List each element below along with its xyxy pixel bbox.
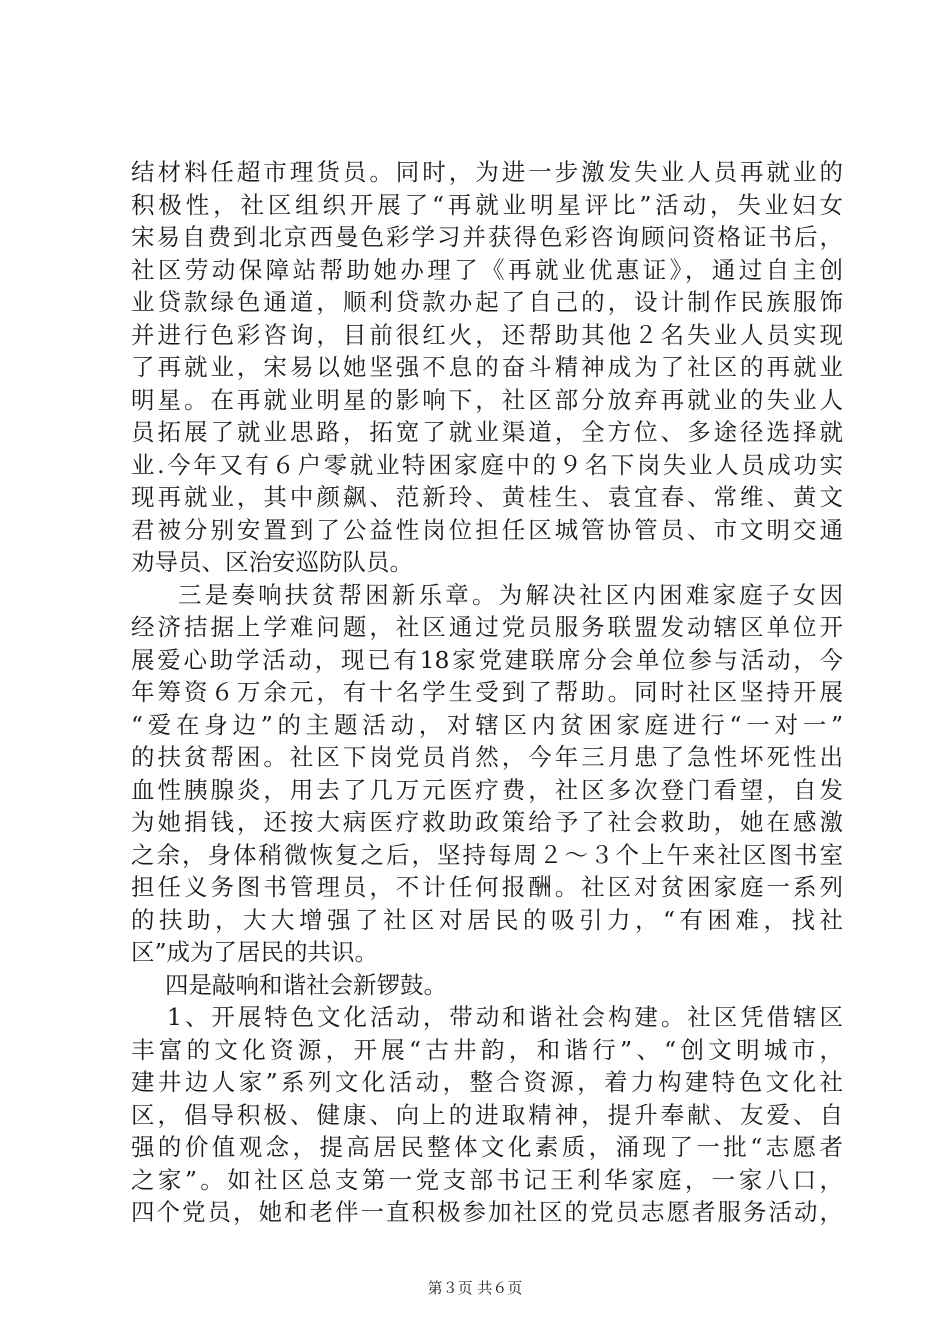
body-line: 现再就业，其中颜飙、范新玲、黄桂生、袁宜春、常维、黄文 [131, 483, 843, 511]
body-line: 建井边人家”系列文化活动，整合资源，着力构建特色文化社 [131, 1068, 843, 1096]
body-line: 社区劳动保障站帮助她办理了《再就业优惠证》，通过自主创 [131, 255, 843, 284]
body-line: “爱在身边”的主题活动，对辖区内贫困家庭进行“一对一” [131, 710, 843, 739]
body-line: 明星。在再就业明星的影响下，社区部分放弃再就业的失业人 [131, 385, 843, 414]
document-body [131, 156, 843, 1229]
body-line: 君被分别安置到了公益性岗位担任区城管协管员、市文明交通 [131, 515, 843, 544]
paragraph-heading: 1、开展特色文化活动，带动和谐社会构建。社区凭借辖区 [167, 1003, 843, 1031]
body-line: 之家”。如社区总支第一党支部书记王利华家庭，一家八口， [131, 1165, 843, 1194]
body-line: 展爱心助学活动，现已有18家党建联席分会单位参与活动，今 [131, 645, 843, 674]
body-line: 结材料任超市理货员。同时，为进一步激发失业人员再就业的 [131, 158, 843, 186]
body-line: 为她捐钱，还按大病医疗救助政策给予了社会救助，她在感激 [131, 808, 843, 836]
page-number-footer: 第３页 共６页 [427, 1279, 523, 1297]
body-line: 区，倡导积极、健康、向上的进取精神，提升奉献、友爱、自 [131, 1100, 843, 1129]
body-line: 劝导员、区治安巡防队员。 [131, 548, 413, 576]
body-line: 了再就业，宋易以她坚强不息的奋斗精神成为了社区的再就业 [131, 353, 843, 381]
body-line: 员拓展了就业思路，拓宽了就业渠道，全方位、多途径选择就 [131, 418, 843, 446]
body-line: 强的价值观念，提高居民整体文化素质，涌现了一批“志愿者 [131, 1133, 843, 1161]
body-line: 经济拮据上学难问题，社区通过党员服务联盟发动辖区单位开 [131, 613, 843, 641]
body-line: 业贷款绿色通道，顺利贷款办起了自己的，设计制作民族服饰 [131, 288, 843, 316]
body-line: 血性胰腺炎，用去了几万元医疗费，社区多次登门看望，自发 [131, 775, 843, 804]
body-line: 积极性，社区组织开展了“再就业明星评比”活动，失业妇女 [131, 190, 843, 219]
body-line: 的扶助，大大增强了社区对居民的吸引力，“有困难，找社 [131, 905, 843, 934]
body-line: 年筹资６万余元，有十名学生受到了帮助。同时社区坚持开展 [131, 678, 843, 706]
section-heading: 四是敲响和谐社会新锣鼓。 [165, 970, 447, 999]
paragraph-heading: 三是奏响扶贫帮困新乐章。为解决社区内困难家庭子女因 [178, 580, 843, 609]
body-line: 丰富的文化资源，开展“古井韵，和谐行”、“创文明城市， [131, 1035, 843, 1064]
body-line: 的扶贫帮困。社区下岗党员肖然，今年三月患了急性坏死性出 [131, 743, 843, 771]
body-line: 业.今年又有６户零就业特困家庭中的９名下岗失业人员成功实 [131, 450, 843, 479]
body-line: 并进行色彩咨询，目前很红火，还帮助其他２名失业人员实现 [131, 320, 843, 349]
body-line: 四个党员，她和老伴一直积极参加社区的党员志愿者服务活动， [131, 1198, 843, 1226]
body-line: 担任义务图书管理员，不计任何报酬。社区对贫困家庭一系列 [131, 873, 843, 901]
body-line: 宋易自费到北京西曼色彩学习并获得色彩咨询顾问资格证书后， [131, 223, 843, 251]
body-line: 之余，身体稍微恢复之后，坚持每周２～３个上午来社区图书室 [131, 840, 843, 869]
body-line: 区”成为了居民的共识。 [131, 938, 379, 966]
